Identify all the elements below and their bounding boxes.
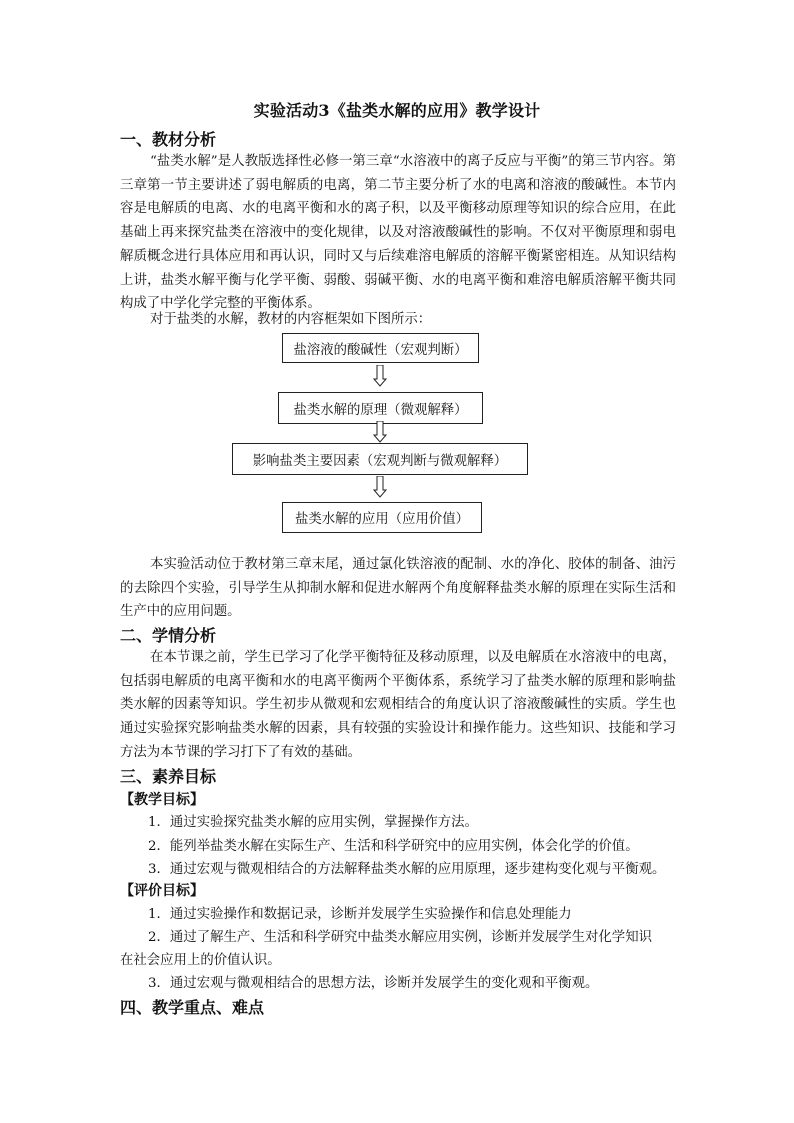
framework-intro-paragraph: 对于盐类的水解，教材的内容框架如下图所示： bbox=[150, 312, 432, 327]
evaluation-goal-item: 2．通过了解生产、生活和科学研究中盐类水解应用实例，诊断并发展学生对化学知识 bbox=[148, 930, 652, 945]
flow-box-principle: 盐类水解的原理（微观解释） bbox=[278, 392, 483, 424]
down-arrow-icon bbox=[373, 421, 387, 443]
document-title: 实验活动3《盐类水解的应用》教学设计 bbox=[253, 101, 541, 120]
evaluation-goal-item: 1．通过实验操作和数据记录，诊断并发展学生实验操作和信息处理能力 bbox=[148, 907, 572, 922]
section-heading-textbook-analysis: 一、教材分析 bbox=[120, 130, 217, 149]
down-arrow-icon bbox=[373, 365, 387, 387]
evaluation-goal-item: 3．通过宏观与微观相结合的思想方法，诊断并发展学生的变化观和平衡观。 bbox=[148, 976, 599, 991]
evaluation-goals-label: 【评价目标】 bbox=[120, 883, 204, 899]
section-heading-key-points: 四、教学重点、难点 bbox=[120, 998, 265, 1017]
textbook-analysis-paragraph: “盐类水解”是人教版选择性必修一第三章“水溶液中的离子反应与平衡”的第三节内容。第三章第一节主要讲述了弱电解质的电离，第二节主要分析了水的电离和溶液的酸碱性。本节内容是电解质的电离、水的电离平衡和水的离子积，以及平衡移动原理等知识的综合应用，在此基础上再来探究盐类在溶液中的变化规律，以及对溶液酸碱性的影响。不仅对平衡原理和弱电解质概念进行具体应用和再认识，同时又与后续难溶电解质的溶解平衡紧密相连。从知识结构上讲，盐类水解平衡与化学平衡、弱酸、弱碱平衡、水的电离平衡和难溶电解质溶解平衡共同构成了中学化学完整的平衡体系。 bbox=[120, 154, 676, 312]
flow-box-application: 盐类水解的应用（应用价值） bbox=[282, 502, 482, 533]
experiment-activity-paragraph: 本实验活动位于教材第三章末尾，通过氯化铁溶液的配制、水的净化、胶体的制备、油污的去除四个实验，引导学生从抑制水解和促进水解两个角度解释盐类水解的原理在实际生活和生产中的应用问题。 bbox=[120, 557, 676, 620]
teaching-goal-item: 2．能列举盐类水解在实际生产、生活和科学研究中的应用实例，体会化学的价值。 bbox=[148, 839, 639, 854]
teaching-goal-item: 1．通过实验探究盐类水解的应用实例，掌握操作方法。 bbox=[148, 815, 478, 830]
teaching-goals-label: 【教学目标】 bbox=[120, 792, 204, 808]
flow-box-acidity: 盐溶液的酸碱性（宏观判断） bbox=[282, 333, 479, 363]
evaluation-goal-item-continued: 在社会应用上的价值认识。 bbox=[120, 953, 281, 968]
section-heading-literacy-goals: 三、素养目标 bbox=[120, 767, 217, 786]
flow-box-factors: 影响盐类主要因素（宏观判断与微观解释） bbox=[232, 443, 528, 475]
teaching-goal-item: 3．通过宏观与微观相结合的方法解释盐类水解的应用原理，逐步建构变化观与平衡观。 bbox=[148, 862, 666, 877]
down-arrow-icon bbox=[373, 476, 387, 498]
student-analysis-paragraph: 在本节课之前，学生已学习了化学平衡特征及移动原理，以及电解质在水溶液中的电离，包括弱电解质的电离平衡和水的电离平衡两个平衡体系，系统学习了盐类水解的原理和影响盐类水解的因素等知识。学生初步从微观和宏观相结合的角度认识了溶液酸碱性的实质。学生也通过实验探究影响盐类水解的因素，具有较强的实验设计和操作能力。这些知识、技能和学习方法为本节课的学习打下了有效的基础。 bbox=[120, 650, 676, 760]
section-heading-student-analysis: 二、学情分析 bbox=[120, 626, 217, 645]
